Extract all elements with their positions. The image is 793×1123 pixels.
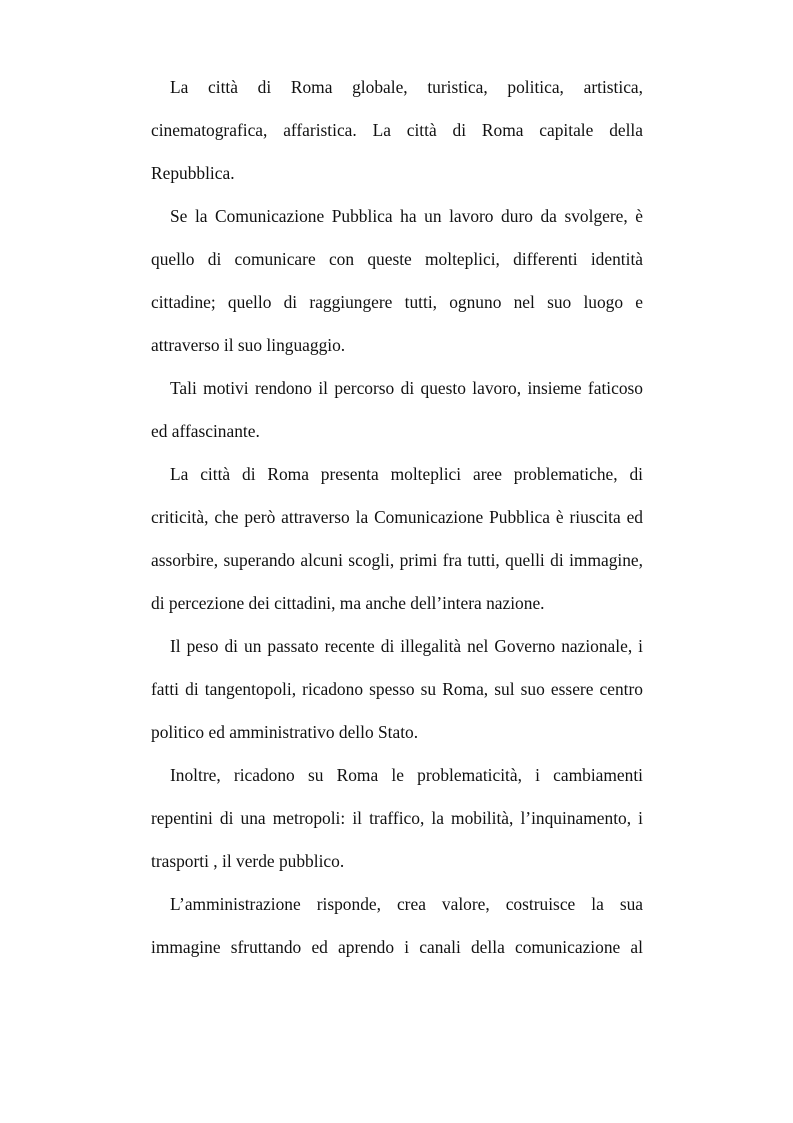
paragraph-amministrazione: L’amministrazione risponde, crea valore, costruisce la sua immagine sfruttando ed aprendo i canali della comunicazione al (151, 894, 643, 957)
paragraph-roma-globale: La città di Roma globale, turistica, politica, artistica, cinematografica, affaristica. La città di Roma capitale della Repubblica. (151, 77, 643, 183)
paragraph-peso-passato: Il peso di un passato recente di illegalità nel Governo nazionale, i fatti di tangentopoli, ricadono spesso su Roma, sul suo essere centro politico ed amministrativo dello Stato. (151, 636, 643, 742)
paragraph-motivi: Tali motivi rendono il percorso di questo lavoro, insieme faticoso ed affascinante. (151, 378, 643, 441)
paragraph-comunicazione-pubblica: Se la Comunicazione Pubblica ha un lavoro duro da svolgere, è quello di comunicare con queste molteplici, differenti identità cittadine; quello di raggiungere tutti, ognuno nel suo luogo e attraverso il suo linguaggio. (151, 206, 643, 355)
paragraph-problematicita-metropoli: Inoltre, ricadono su Roma le problematicità, i cambiamenti repentini di una metropoli: il traffico, la mobilità, l’inquinamento, i trasporti , il verde pubblico. (151, 765, 643, 871)
document-page (151, 66, 643, 969)
paragraph-aree-problematiche: La città di Roma presenta molteplici aree problematiche, di criticità, che però attraverso la Comunicazione Pubblica è riuscita ed assorbire, superando alcuni scogli, primi fra tutti, quelli di immagine, di percezione dei cittadini, ma anche dell’intera nazione. (151, 464, 643, 613)
